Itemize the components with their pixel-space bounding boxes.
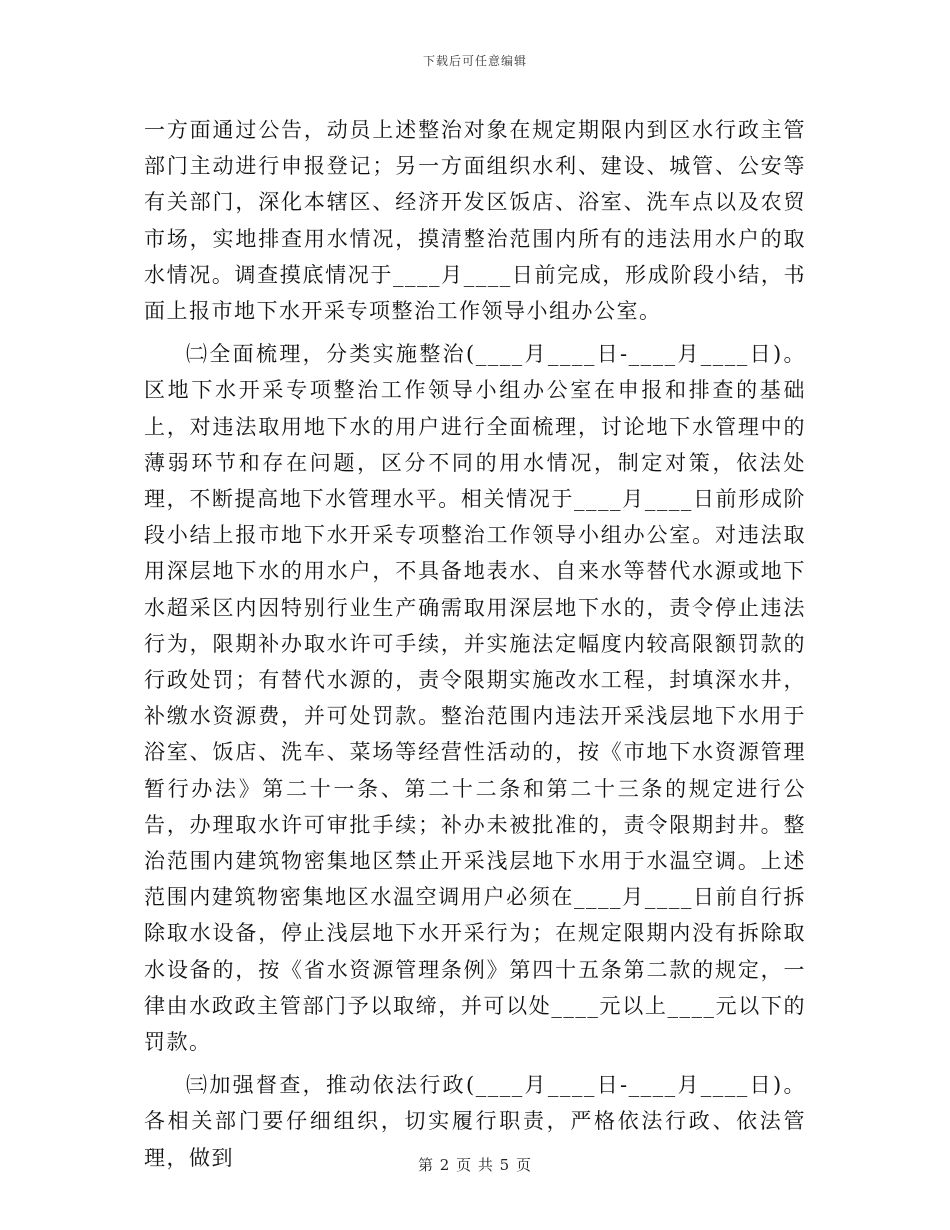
page-header: 下载后可任意编辑 [422,54,527,68]
paragraph-continuation: 一方面通过公告，动员上述整治对象在规定期限内到区水行政主管部门主动进行申报登记；另一方面组织水利、建设、城管、公安等有关部门，深化本辖区、经济开发区饭店、浴室、洗车点以及农贸市场，实地排查用水情况，摸清整治范围内所有的违法用水户的取水情况。调查摸底情况于____月____日前完成，形成阶段小结，书面上报市地下水开采专项整治工作领导小组办公室。 [144,118,806,324]
page-footer: 第 2 页 共 5 页 [418,1156,532,1174]
paragraph-section-2: ㈡全面梳理，分类实施整治(____月____日-____月____日)。区地下水开采专项整治工作领导小组办公室在申报和排查的基础上，对违法取用地下水的用户进行全面梳理，讨论地下水管理中的薄弱环节和存在问题，区分不同的用水情况，制定对策，依法处理，不断提高地下水管理水平。相关情况于____月____日前形成阶段小结上报市地下水开采专项整治工作领导小组办公室。对违法取用深层地下水的用水户，不具备地表水、自来水等替代水源或地下水超采区内因特别行业生产确需取用深层地下水的，责令停止违法行为，限期补办取水许可手续，并实施法定幅度内较高限额罚款的行政处罚；有替代水源的，责令限期实施改水工程，封填深水井，补缴水资源费，并可处罚款。整治范围内违法开采浅层地下水用于浴室、饭店、洗车、菜场等经营性活动的，按《市地下水资源管理暂行办法》第二十一条、第二十二条和第二十三条的规定进行公告，办理取水许可审批手续；补办未被批准的，责令限期封井。整治范围内建筑物密集地区禁止开采浅层地下水用于水温空调。上述范围内建筑物密集地区水温空调用户必须在____月____日前自行拆除取水设备，停止浅层地下水开采行为；在规定限期内没有拆除取水设备的，按《省水资源管理条例》第四十五条第二款的规定，一律由水政政主管部门予以取缔，并可以处____元以上____元以下的罚款。 [144,342,806,1055]
paragraph-section-3: ㈢加强督查，推动依法行政(____月____日-____月____日)。各相关部门要仔细组织，切实履行职责，严格依法行政、依法管理，做到 [144,1073,806,1170]
document-body [144,112,806,1183]
